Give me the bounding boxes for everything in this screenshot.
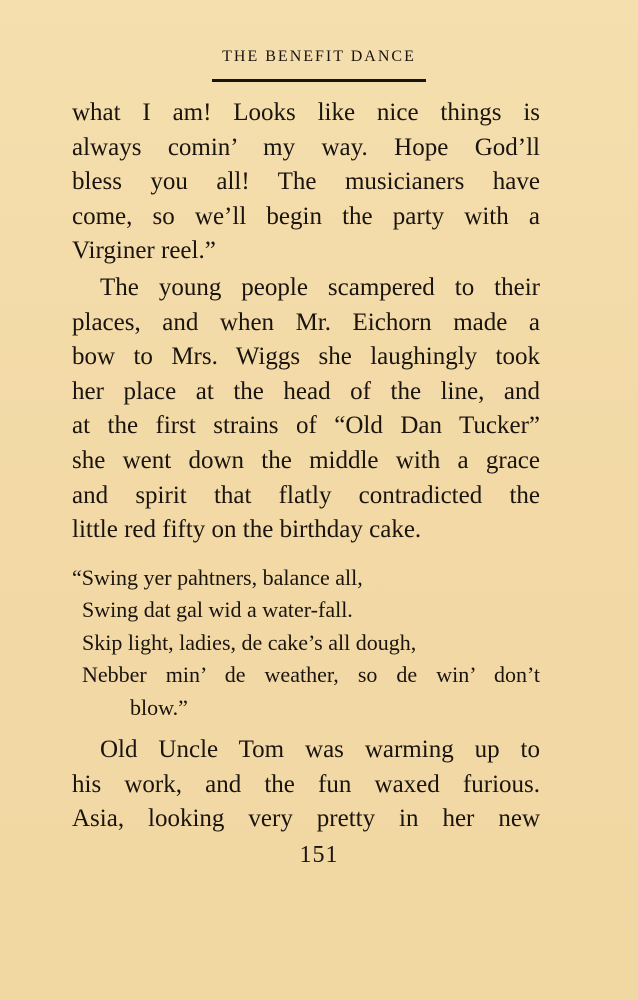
text-line: what I am! Looks like nice things is xyxy=(72,99,540,126)
paragraph-3 xyxy=(72,733,540,837)
text-line: Virginer reel.” xyxy=(72,237,216,265)
text-line: his work, and the fun waxed furious. xyxy=(72,770,540,798)
header-rule xyxy=(212,79,426,82)
page-number: 151 xyxy=(299,842,339,868)
text-line: The young people scampered to their xyxy=(100,274,540,301)
verse-line: “Swing yer pahtners, balance all, xyxy=(72,565,363,590)
text-line: little red fifty on the birthday cake. xyxy=(72,516,422,544)
verse-line: Swing dat gal wid a water-fall. xyxy=(82,597,353,623)
verse-block xyxy=(72,562,540,724)
text-line: she went down the middle with a grace xyxy=(72,446,540,474)
text-line: come, so we’ll begin the party with a xyxy=(72,202,540,230)
text-line: places, and when Mr. Eichorn made a xyxy=(72,308,540,336)
paragraph-2 xyxy=(72,271,540,548)
paragraph-1 xyxy=(72,96,540,269)
text-line: bow to Mrs. Wiggs she laughingly took xyxy=(72,343,540,371)
running-head: THE BENEFIT DANCE xyxy=(222,48,416,65)
text-line: at the first strains of “Old Dan Tucker” xyxy=(72,412,540,440)
text-line: always comin’ my way. Hope God’ll xyxy=(72,133,540,161)
verse-line: blow.” xyxy=(130,694,188,720)
text-line: Asia, looking very pretty in her new xyxy=(72,805,540,833)
verse-line: Nebber min’ de weather, so de win’ don’t xyxy=(82,662,540,688)
text-line: Old Uncle Tom was warming up to xyxy=(100,736,540,763)
text-line: and spirit that flatly contradicted the xyxy=(72,481,540,509)
text-line: bless you all! The musicianers have xyxy=(72,168,540,196)
text-line: her place at the head of the line, and xyxy=(72,377,540,405)
verse-line: Skip light, ladies, de cake’s all dough, xyxy=(82,629,417,655)
